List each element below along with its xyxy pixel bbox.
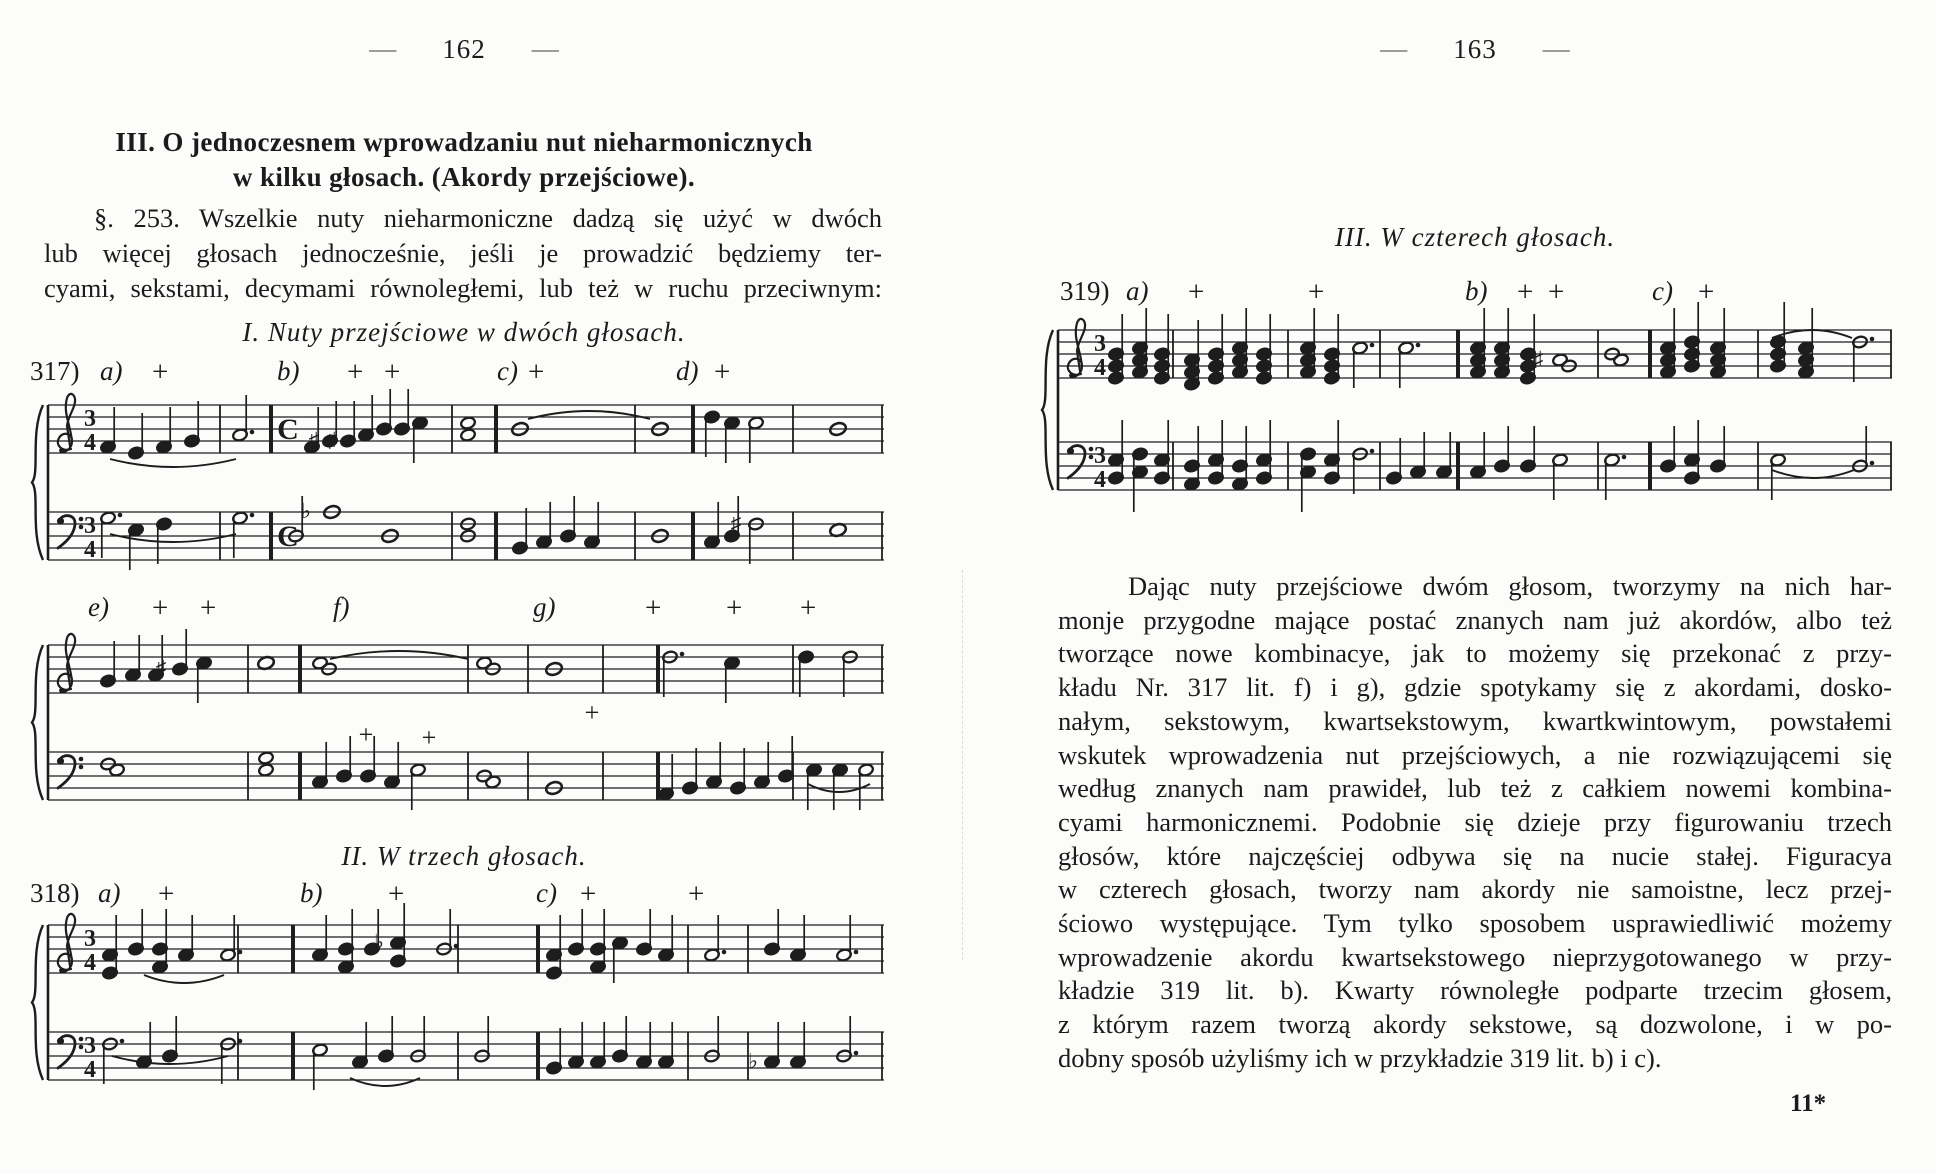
passing-note-marker: + <box>528 356 545 388</box>
svg-text:3: 3 <box>84 406 96 432</box>
text-line: nałym, sekstowym, kwartsekstowym, kwartkwintowym, powstałemi <box>1058 705 1892 736</box>
text-line: Dając nuty przejściowe dwóm głosom, tworzymy na nich har- <box>1128 571 1892 601</box>
music-system-example-318 <box>26 915 892 1145</box>
passing-note-marker: + <box>1188 276 1205 308</box>
passing-note-marker: + <box>1548 276 1565 308</box>
body-paragraph <box>1058 570 1892 1076</box>
passing-note-marker: + <box>726 592 743 624</box>
page-number-header <box>44 34 884 65</box>
svg-text:3: 3 <box>1094 331 1106 357</box>
passing-note-marker: + <box>1308 276 1325 308</box>
example-2-heading: II. W trzech głosach. <box>341 841 587 871</box>
example-label: a) <box>1126 276 1149 306</box>
accidental: ♯ <box>1532 347 1544 371</box>
example-label: b) <box>277 356 300 386</box>
passing-note-marker: + <box>714 356 731 388</box>
example-label: b) <box>1465 276 1488 306</box>
music-system-example-317-efg <box>26 635 892 865</box>
passing-note-marker: + <box>152 356 169 388</box>
header-dash: — <box>1380 38 1408 60</box>
text-line: z którym razem tworzą akordy sekstowe, są dozwolone, i w po- <box>1058 1009 1892 1040</box>
section-paragraph <box>44 201 882 306</box>
text-line: tworzące nowe kombinacye, jak to możemy się przekonać z przy- <box>1058 638 1892 669</box>
passing-note-marker: + <box>1517 276 1534 308</box>
svg-text:4: 4 <box>84 537 96 563</box>
text-line: głosów, które najczęściej odbywa się na nucie stałej. Figuracya <box>1058 840 1892 871</box>
passing-note-marker: + <box>158 878 175 910</box>
text-line: kładu Nr. 317 lit. f) i g), gdzie spotykamy się z akordami, dosko- <box>1058 672 1892 703</box>
page-gutter <box>962 570 963 960</box>
text-line: wprowadzenie akordu kwartsekstowego nieprzygotowanego w przy- <box>1058 941 1892 972</box>
chapter-heading <box>44 125 884 195</box>
page-number-header <box>1058 34 1892 65</box>
passing-note-marker: + <box>358 720 374 749</box>
svg-text:3: 3 <box>84 1033 96 1059</box>
example-label: a) <box>98 878 121 908</box>
passing-note-marker: + <box>580 878 597 910</box>
example-label: c) <box>536 878 557 908</box>
text-line: w czterech głosach, tworzy nam akordy nie samoistne, lecz przej- <box>1058 874 1892 905</box>
passing-note-marker: + <box>688 878 705 910</box>
text-line: ściowo występujące. Tym tylko sposobem usprawiedliwić możemy <box>1058 908 1892 939</box>
example-label: g) <box>533 592 556 622</box>
text-line: kładzie 319 lit. b). Kwarty równoległe podparte trzecim głosem, <box>1058 975 1892 1006</box>
passing-note-marker: + <box>1698 276 1715 308</box>
example-label: b) <box>300 878 323 908</box>
svg-text:3: 3 <box>84 926 96 952</box>
signature-mark: 11* <box>1790 1090 1827 1117</box>
passing-note-marker: + <box>800 592 817 624</box>
text-line: w kilku głosach. (Akordy przejściowe). <box>232 162 696 192</box>
svg-text:3: 3 <box>84 513 96 539</box>
example-label: 318) <box>30 878 80 908</box>
text-line: dobny sposób użyliśmy ich w przykładzie 319 lit. b) i c). <box>1058 1042 1662 1073</box>
passing-note-marker: + <box>200 592 217 624</box>
passing-note-marker: + <box>384 356 401 388</box>
music-system-example-317 <box>26 395 892 625</box>
example-label: f) <box>333 592 350 622</box>
passing-note-marker: + <box>388 878 405 910</box>
page-number: 162 <box>442 34 486 64</box>
svg-text:C: C <box>277 520 299 553</box>
header-dash: — <box>1542 38 1570 60</box>
svg-text:4: 4 <box>1094 467 1106 493</box>
accidental: ♯ <box>730 511 742 535</box>
example-label: c) <box>1652 276 1673 306</box>
header-dash: — <box>531 38 559 60</box>
example-label: d) <box>676 356 699 386</box>
svg-text:4: 4 <box>1094 355 1106 381</box>
passing-note-marker: + <box>421 723 437 752</box>
example-label: a) <box>100 356 123 386</box>
passing-note-marker: + <box>584 698 600 727</box>
accidental: ♭ <box>301 499 311 523</box>
text-line: wskutek wprowadzenia nut przejściowych, a nie rozwiązującemi się <box>1058 739 1892 770</box>
accidental: ♭ <box>748 1049 758 1073</box>
svg-text:4: 4 <box>84 1057 96 1083</box>
example-label: 319) <box>1060 276 1110 306</box>
text-line: lub więcej głosach jednocześnie, jeśli je prowadzić będziemy ter- <box>44 238 882 268</box>
svg-text:3: 3 <box>1094 443 1106 469</box>
text-line: III. O jednoczesnem wprowadzaniu nut nieharmonicznych <box>115 127 813 157</box>
page-number: 163 <box>1453 34 1497 64</box>
passing-note-marker: + <box>645 592 662 624</box>
music-system-example-319 <box>1036 320 1900 550</box>
svg-text:4: 4 <box>84 950 96 976</box>
example-1-heading: I. Nuty przejściowe w dwóch głosach. <box>242 317 686 347</box>
passing-note-marker: + <box>152 592 169 624</box>
text-line: cyami harmonicznemi. Podobnie się dzieje przy figurowaniu trzech <box>1058 806 1892 837</box>
text-line: §. 253. Wszelkie nuty nieharmoniczne dadzą się użyć w dwóch <box>94 203 882 233</box>
example-label: 317) <box>30 356 80 386</box>
example-3-heading: III. W czterech głosach. <box>1334 222 1616 252</box>
passing-note-marker: + <box>347 356 364 388</box>
text-line: cyami, sekstami, decymami równoległemi, lub też w ruchu przeciwnym: <box>44 273 882 303</box>
text-line: monje przygodne mające postać znanych nam już akordów, albo też <box>1058 604 1892 635</box>
svg-text:C: C <box>277 413 299 446</box>
header-dash: — <box>369 38 397 60</box>
svg-text:4: 4 <box>84 430 96 456</box>
accidental: ♯ <box>326 428 338 452</box>
example-label: c) <box>497 356 518 386</box>
accidental: ♯ <box>155 656 167 680</box>
example-label: e) <box>88 592 109 622</box>
text-line: według znanych nam prawideł, lub też z całkiem nowemi kombina- <box>1058 773 1892 804</box>
accidental: ♭ <box>374 930 384 954</box>
accidental: ♯ <box>308 428 320 452</box>
